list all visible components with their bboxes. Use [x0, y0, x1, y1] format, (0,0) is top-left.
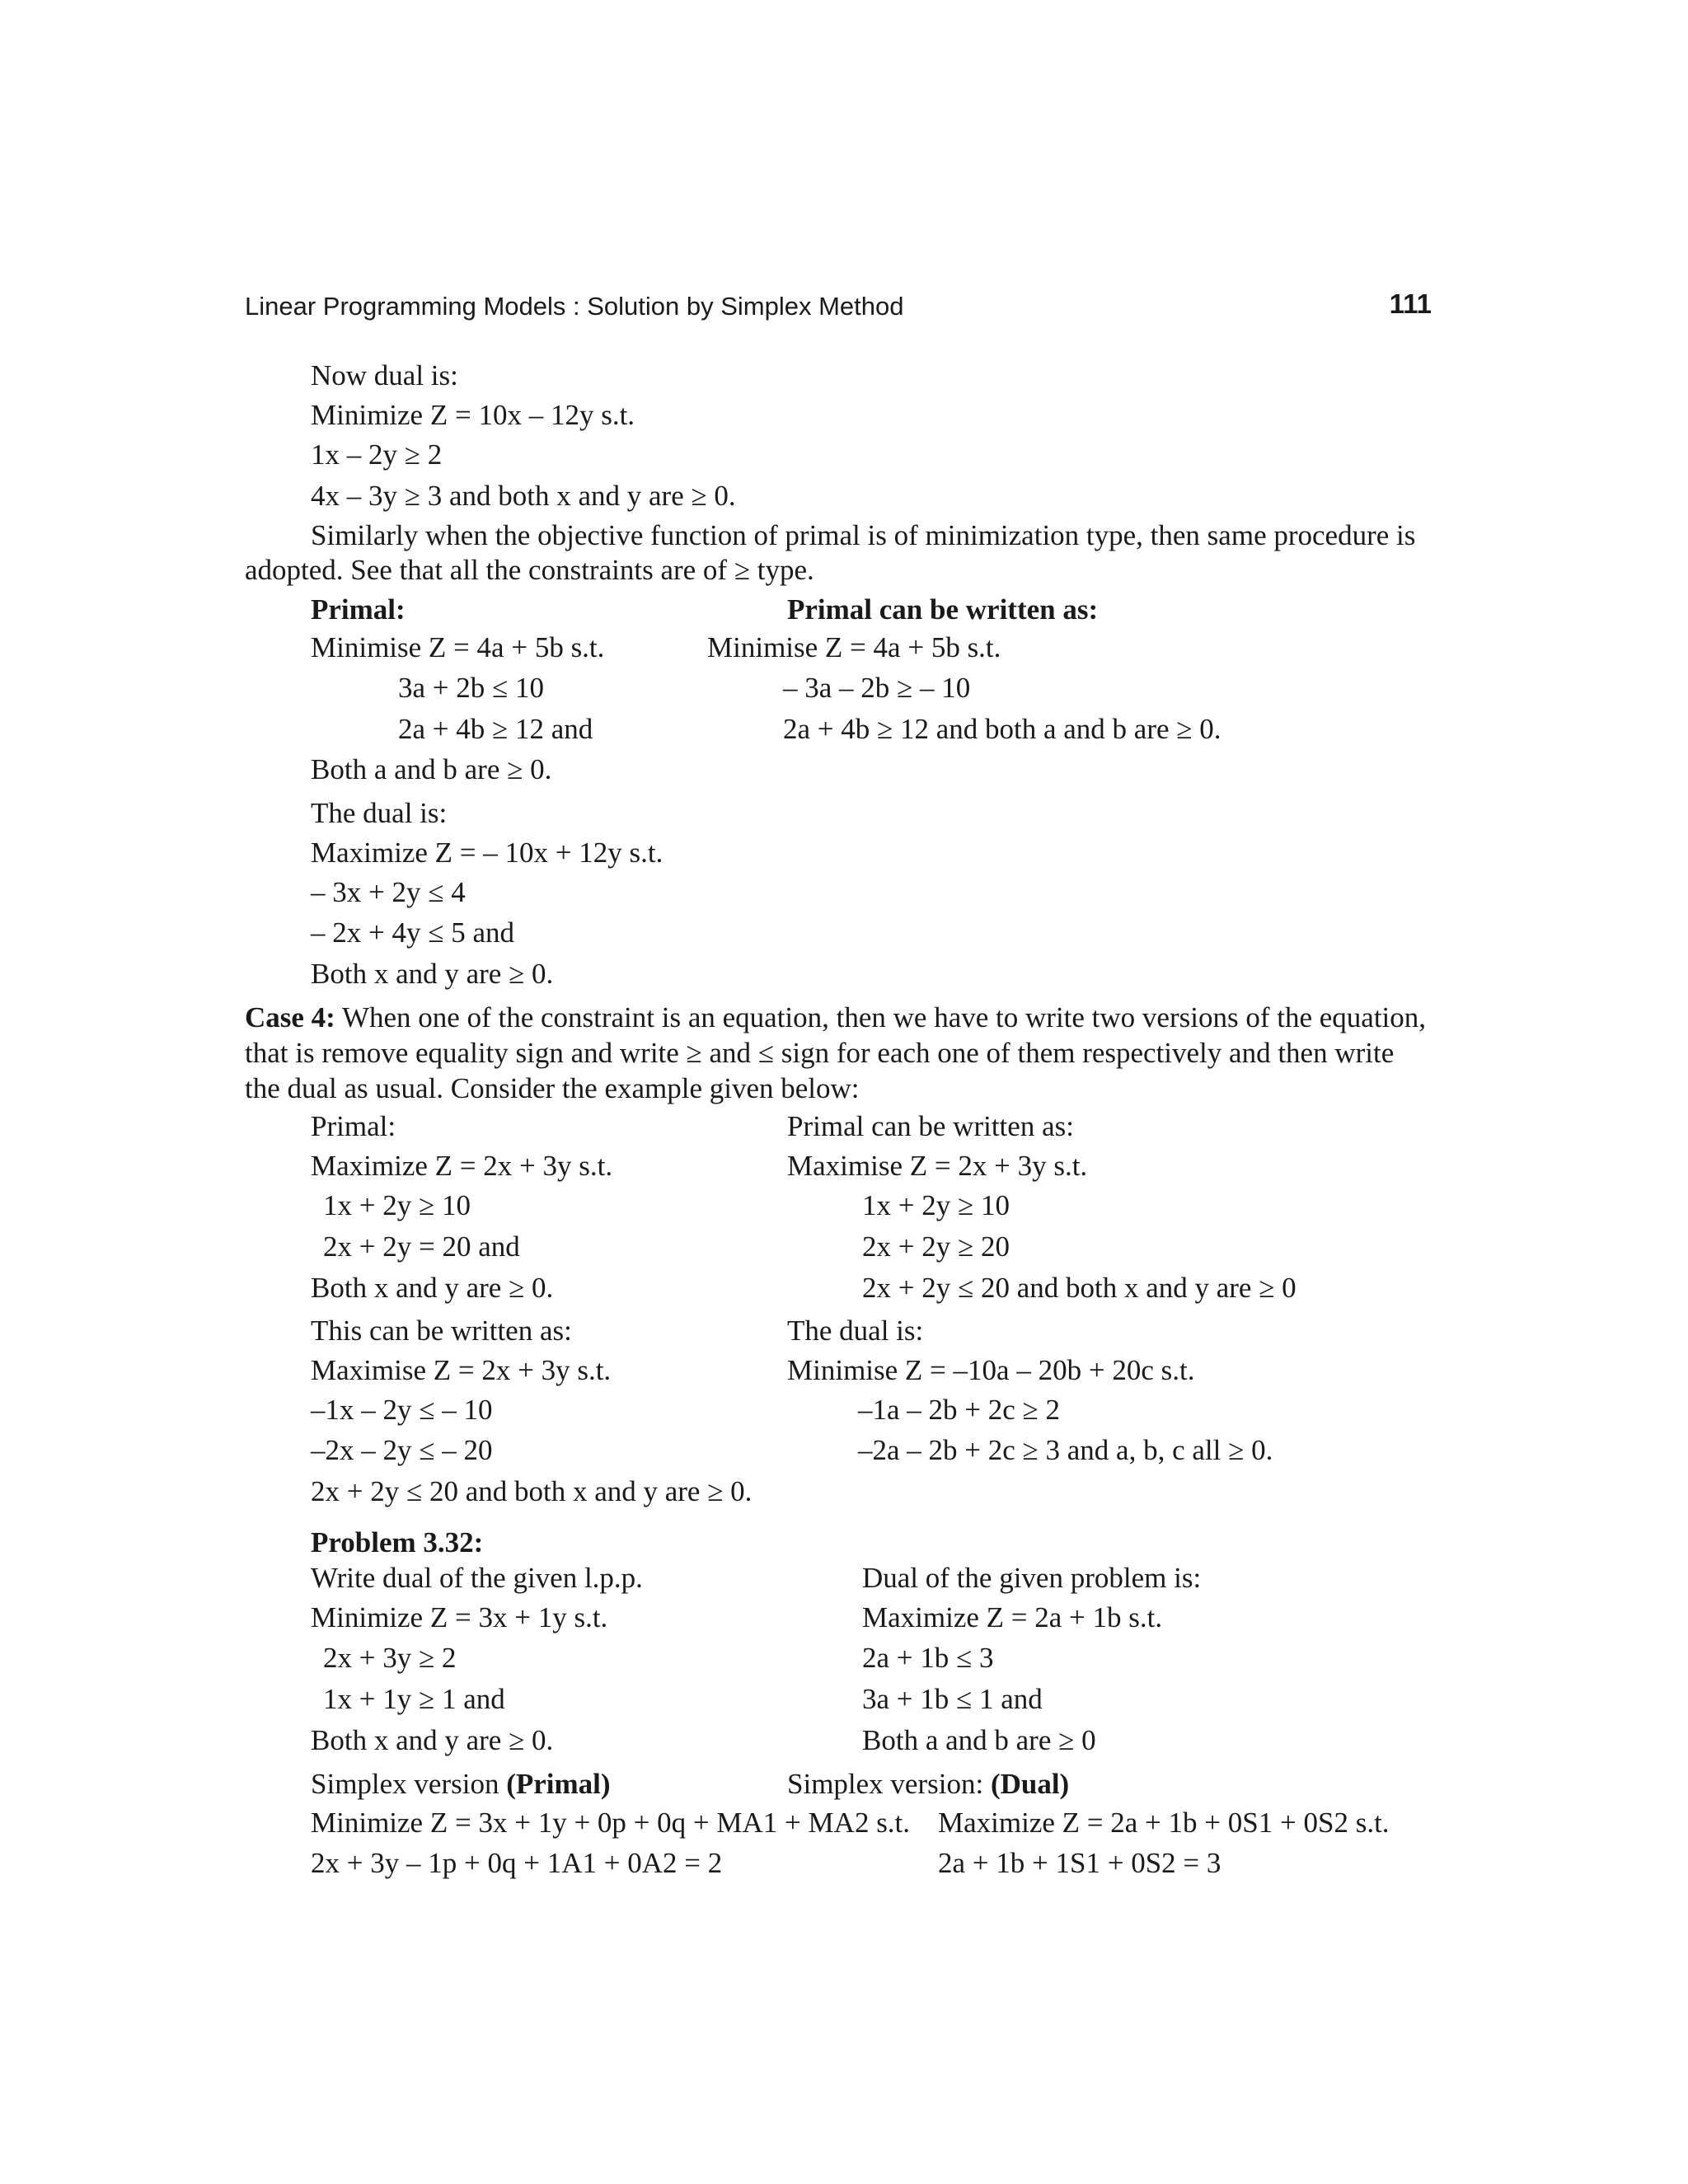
case4-primal-nonnegativity: Both x and y are ≥ 0. — [311, 1272, 554, 1304]
primal-nonnegativity: Both a and b are ≥ 0. — [311, 753, 552, 785]
rewritten-objective: Minimise Z = 4a + 5b s.t. — [707, 631, 1001, 663]
paragraph-line-2: adopted. See that all the constraints are of ≥ type. — [245, 554, 814, 586]
case4-primal-constraint-1: 1x + 2y ≥ 10 — [323, 1189, 471, 1221]
simplex-dual-constraint-1: 2a + 1b + 1S1 + 0S2 = 3 — [938, 1847, 1221, 1879]
simplex-primal-objective: Minimize Z = 3x + 1y + 0p + 0q + MA1 + MA2 s.t. — [311, 1807, 911, 1839]
paragraph-line-1: Similarly when the objective function of primal is of minimization type, then same procedure is — [311, 519, 1416, 551]
case4-dual-constraint-2: –2a – 2b + 2c ≥ 3 and a, b, c all ≥ 0. — [858, 1434, 1273, 1466]
dual-heading: The dual is: — [311, 797, 448, 829]
rewritten-heading: Primal can be written as: — [787, 593, 1099, 626]
running-header — [245, 288, 1432, 326]
case4-line-3: the dual as usual. Consider the example given below: — [245, 1072, 860, 1104]
problem-left-constraint-2: 1x + 1y ≥ 1 and — [323, 1683, 505, 1715]
intro-constraint-2: 4x – 3y ≥ 3 and both x and y are ≥ 0. — [311, 480, 736, 512]
simplex-dual-heading — [787, 1766, 1069, 1802]
problem-heading: Problem 3.32: — [311, 1526, 484, 1558]
problem-left-nonnegativity: Both x and y are ≥ 0. — [311, 1724, 554, 1756]
intro-objective: Minimize Z = 10x – 12y s.t. — [311, 399, 635, 431]
problem-right-constraint-2: 3a + 1b ≤ 1 and — [862, 1683, 1043, 1715]
primal-constraint-1: 3a + 2b ≤ 10 — [398, 672, 544, 704]
case4-label: Case 4: — [245, 1001, 335, 1033]
rewritten-constraint-1: – 3a – 2b ≥ – 10 — [783, 672, 971, 704]
dual-constraint-1: – 3x + 2y ≤ 4 — [311, 876, 466, 908]
case4-dual-constraint-1: –1a – 2b + 2c ≥ 2 — [858, 1394, 1061, 1426]
case4-rewritten-objective: Maximise Z = 2x + 3y s.t. — [787, 1150, 1088, 1182]
chapter-title: Linear Programming Models : Solution by Simplex Method — [245, 292, 904, 321]
page-number: 111 — [1389, 288, 1432, 319]
simplex-dual-objective: Maximize Z = 2a + 1b + 0S1 + 0S2 s.t. — [938, 1807, 1390, 1839]
case4-text: When one of the constraint is an equation, then we have to write two versions of the equation, — [341, 1001, 1427, 1033]
simplex-primal-label: Simplex version — [311, 1768, 499, 1800]
case4-also-heading: This can be written as: — [311, 1315, 572, 1347]
dual-nonnegativity: Both x and y are ≥ 0. — [311, 958, 554, 990]
case4-line-1 — [245, 1000, 1426, 1036]
case4-also-objective: Maximise Z = 2x + 3y s.t. — [311, 1354, 612, 1386]
problem-right-constraint-1: 2a + 1b ≤ 3 — [862, 1642, 994, 1674]
simplex-dual-bold: (Dual) — [990, 1768, 1070, 1800]
simplex-primal-bold: (Primal) — [506, 1768, 611, 1800]
case4-rewritten-heading: Primal can be written as: — [787, 1110, 1074, 1142]
rewritten-constraint-2: 2a + 4b ≥ 12 and both a and b are ≥ 0. — [783, 713, 1221, 745]
problem-right-heading: Dual of the given problem is: — [862, 1562, 1202, 1594]
case4-also-constraint-1: –1x – 2y ≤ – 10 — [311, 1394, 493, 1426]
case4-also-constraint-2: –2x – 2y ≤ – 20 — [311, 1434, 493, 1466]
case4-also-constraint-3: 2x + 2y ≤ 20 and both x and y are ≥ 0. — [311, 1475, 753, 1507]
problem-left-heading: Write dual of the given l.p.p. — [311, 1562, 643, 1594]
problem-right-nonnegativity: Both a and b are ≥ 0 — [862, 1724, 1096, 1756]
simplex-primal-heading — [311, 1766, 611, 1802]
dual-constraint-2: – 2x + 4y ≤ 5 and — [311, 916, 514, 949]
case4-dual-heading: The dual is: — [787, 1315, 924, 1347]
intro-constraint-1: 1x – 2y ≥ 2 — [311, 438, 443, 471]
case4-primal-heading: Primal: — [311, 1110, 396, 1142]
dual-objective: Maximize Z = – 10x + 12y s.t. — [311, 837, 663, 869]
case4-line-2: that is remove equality sign and write ≥ and ≤ sign for each one of them respectively and then write — [245, 1037, 1395, 1069]
case4-primal-constraint-2: 2x + 2y = 20 and — [323, 1230, 520, 1263]
case4-rewritten-constraint-1: 1x + 2y ≥ 10 — [862, 1189, 1010, 1221]
simplex-dual-label: Simplex version: — [787, 1768, 984, 1800]
case4-rewritten-constraint-3: 2x + 2y ≤ 20 and both x and y are ≥ 0 — [862, 1272, 1296, 1304]
problem-left-constraint-1: 2x + 3y ≥ 2 — [323, 1642, 457, 1674]
case4-rewritten-constraint-2: 2x + 2y ≥ 20 — [862, 1230, 1010, 1263]
case4-dual-objective: Minimise Z = –10a – 20b + 20c s.t. — [787, 1354, 1195, 1386]
now-dual-line: Now dual is: — [311, 359, 458, 391]
primal-constraint-2: 2a + 4b ≥ 12 and — [398, 713, 593, 745]
primal-heading: Primal: — [311, 593, 406, 626]
problem-right-objective: Maximize Z = 2a + 1b s.t. — [862, 1601, 1163, 1633]
simplex-primal-constraint-1: 2x + 3y – 1p + 0q + 1A1 + 0A2 = 2 — [311, 1847, 723, 1879]
primal-objective: Minimise Z = 4a + 5b s.t. — [311, 631, 605, 663]
case4-primal-objective: Maximize Z = 2x + 3y s.t. — [311, 1150, 613, 1182]
problem-left-objective: Minimize Z = 3x + 1y s.t. — [311, 1601, 608, 1633]
